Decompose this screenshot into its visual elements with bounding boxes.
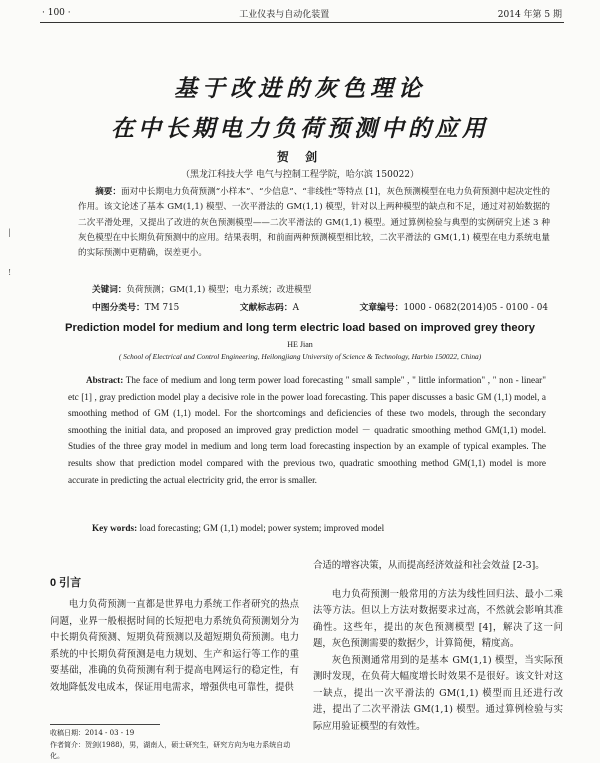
- abstract-cn-label: 摘要：: [95, 187, 122, 197]
- keywords-en: [92, 523, 384, 533]
- title-en: Prediction model for medium and long term electric load based on improved grey theory: [65, 322, 535, 334]
- doc-code-label: 文献标志码：: [239, 303, 293, 313]
- author-cn: 贺 剑: [276, 150, 324, 164]
- journal-name: 工业仪表与自动化装置: [239, 9, 330, 20]
- article-no-label: 文章编号：: [359, 303, 404, 313]
- abstract-cn: [78, 185, 550, 261]
- title-cn-line1: 基于改进的灰色理论: [174, 75, 426, 102]
- intro-paragraph-3: 灰色预测通常用到的是基本 GM(1,1) 模型，当实际预测时发现，在负荷大幅度增长时效果不是很好。该文针对这一缺点，提出一次平滑法的 GM(1,1) 模型而且还进行改进，提出了二次平滑法 GM(1,1) 模型。通过算例检验与实际应用验证模型的有效性。: [313, 654, 563, 732]
- title-cn-line2: 在中长期电力负荷预测中的应用: [111, 115, 489, 142]
- abstract-en-label: Abstract:: [86, 375, 124, 385]
- author-en: HE Jian: [287, 340, 313, 349]
- margin-mark: !: [8, 268, 12, 277]
- clc-label: 中图分类号：: [92, 303, 145, 313]
- affiliation-en: ( School of Electrical and Control Engineering, Heilongjiang University of Science & Technology, Harbin 150022, China): [118, 352, 482, 361]
- keywords-cn: [92, 283, 564, 298]
- intro-paragraph-1: 电力负荷预测一直都是世界电力系统工作者研究的热点问题，业界一般根据时间的长短把电力系统负荷预测划分为中长期负荷预测、短期负荷预测以及超短期负荷预测。电力系统的中长期负荷预测是电力规划、生产和运行等工作的重要基础，准确的负荷预测有利于提高电网运行的稳定性，有效地降低发电成本，保证用电需求，增强供电可靠性，提供: [50, 599, 299, 693]
- abstract-en-text: The face of medium and long term power load forecasting " small sample" , " little information" , " non - linear" etc [1] , gray prediction model play a decisive role in the power load forecasting. This paper discusses a basic GM (1,1) model, a smoothing method of GM (1,1) model. For the shortcomings and deficiencies of these two models, through the secondary smoothing the initial data, and proposed an improved gray prediction model － quadratic smoothing method GM(1,1) model. Studies of the three gray model in medium and long term load forecasting inspection by an example of typical examples. The results show that prediction model compared with the previous two, quadratic smoothing method GM(1,1) model is more accurate in predicting the actual electricity grid, the error is smaller.: [68, 375, 546, 485]
- keywords-cn-text: 负荷预测；GM(1,1) 模型；电力系统；改进模型: [126, 285, 312, 295]
- section-heading-intro: 0 引言: [50, 577, 82, 589]
- footnote-rule: [50, 724, 160, 725]
- page-number: · 100 ·: [42, 8, 71, 18]
- clc-value: TM 715: [144, 303, 180, 313]
- header-rule: [40, 22, 564, 23]
- issue-number: 2014 年第 5 期: [497, 9, 562, 20]
- doc-code-value: A: [292, 303, 299, 313]
- right-column: [313, 558, 563, 735]
- intro-paragraph-1-continued: 合适的增容决策，从而提高经济效益和社会效益 [2-3]。: [313, 560, 545, 571]
- abstract-en: [68, 372, 546, 488]
- footnote-author-info: 作者简介：贺剑(1988)，男，湖南人，硕士研究生，研究方向为电力系统自动化。: [50, 741, 291, 760]
- left-column: [50, 597, 299, 696]
- keywords-en-label: Key words:: [92, 523, 138, 533]
- footnote-received: 收稿日期：2014 - 03 - 19: [50, 729, 135, 737]
- article-no-value: 1000 - 0682(2014)05 - 0100 - 04: [403, 303, 548, 313]
- affiliation-cn: （黑龙江科技大学 电气与控制工程学院，哈尔滨 150022）: [180, 170, 420, 180]
- keywords-en-text: load forecasting; GM (1,1) model; power system; improved model: [139, 523, 385, 533]
- intro-paragraph-2: 电力负荷预测一般常用的方法为线性回归法、最小二乘法等方法。但以上方法对数据要求过高，不然就会影响其准确性。这些年，提出的灰色预测模型 [4]，解决了这一问题，灰色预测需要的数据少，计算简便，精度高。: [313, 588, 563, 649]
- margin-mark: |: [8, 228, 11, 237]
- abstract-cn-text: 面对中长期电力负荷预测“小样本”、“少信息”、“非线性”等特点 [1]，灰色预测模型在电力负荷预测中起决定性的作用。该文论述了基本 GM(1,1) 模型、一次平滑法的 GM(1,1) 模型，针对以上两种模型的缺点和不足，通过对初始数据的二次平滑处理，又提出了改进的灰色预测模型——二次平滑法的 GM(1,1) 模型。通过算例检验与典型的实例研究上述 3 种灰色模型在中长期负荷预测中的应用。结果表明，和前面两种预测模型相比较，二次平滑法的 GM(1,1) 模型在电力系统电量的实际预测中更精确，误差更小。: [78, 187, 550, 259]
- keywords-cn-label: 关键词：: [92, 285, 127, 295]
- running-header: [42, 6, 562, 20]
- classification-line: [92, 301, 548, 316]
